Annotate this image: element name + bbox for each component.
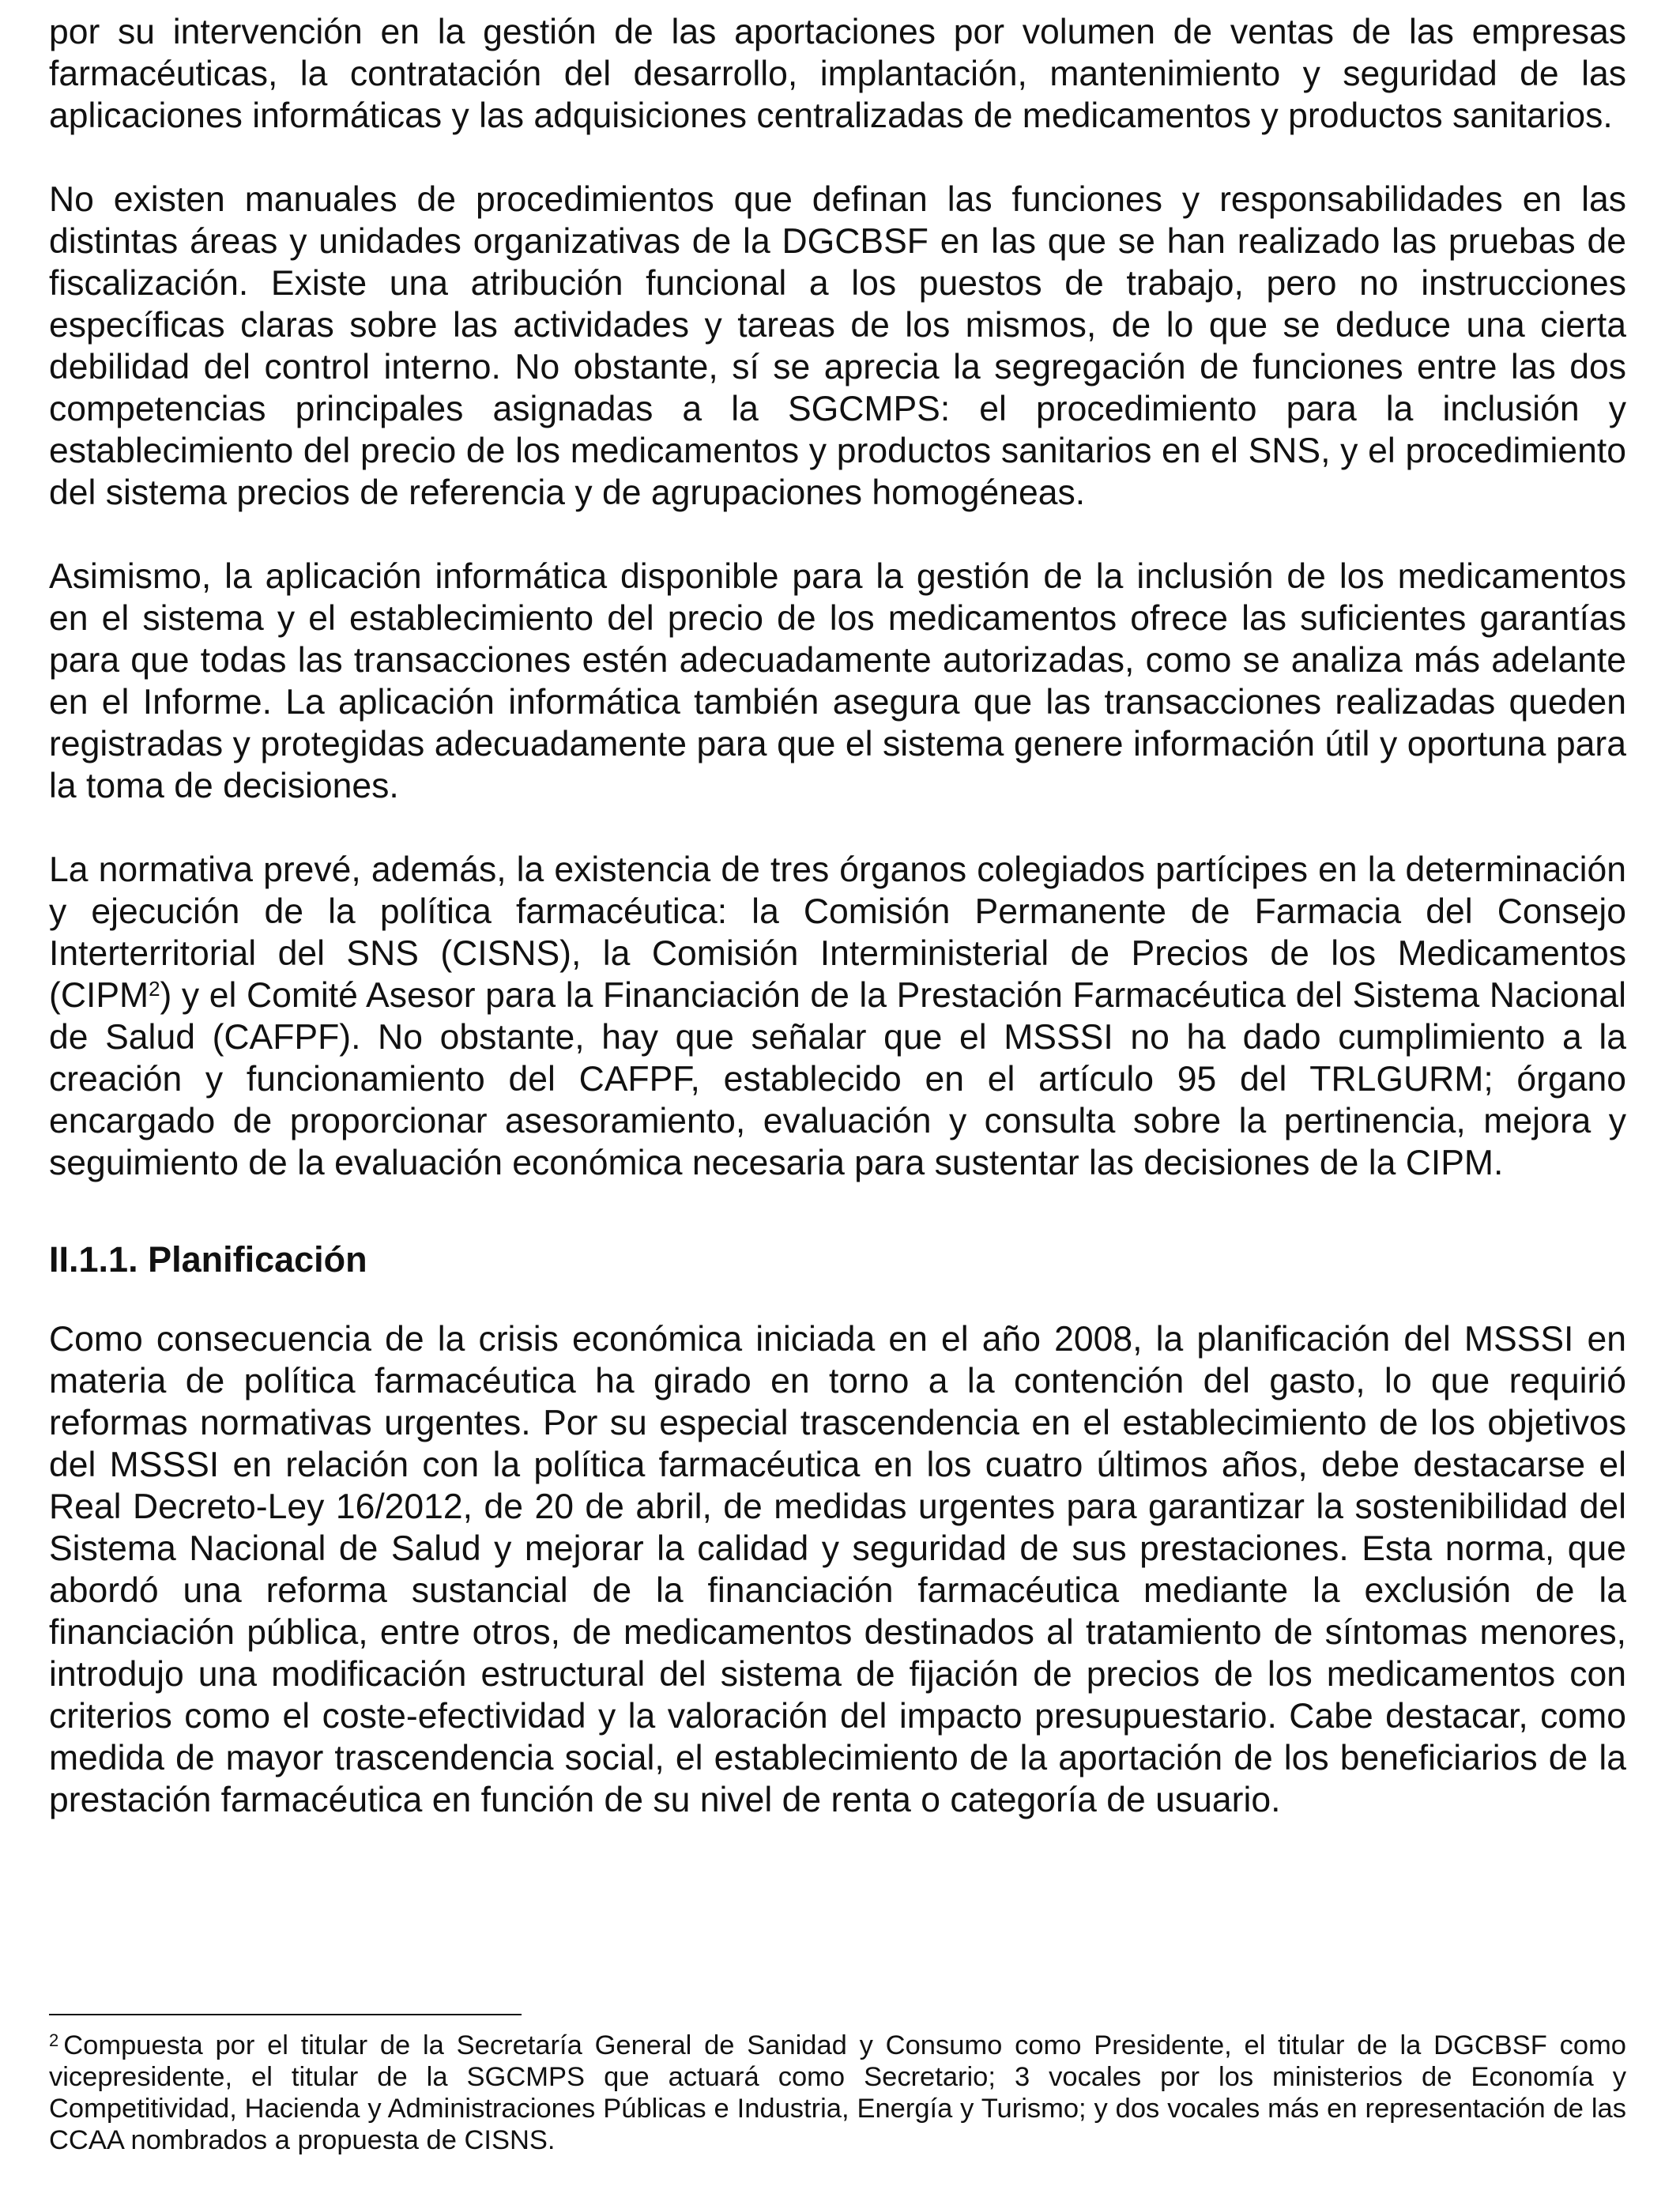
paragraph-organos-text-after: ) y el Comité Asesor para la Financiación de la Prestación Farmacéutica del Sistema Nacional de Salud (CAFPF). No obstante, hay que señalar que el MSSSI no ha dado cumplimiento a la creación y funcionamiento del CAFPF, establecido en el artículo 95 del TRLGURM; órgano encargado de proporcionar asesoramiento, evaluación y consulta sobre la pertinencia, mejora y seguimiento de la evaluación económica necesaria para sustentar las decisiones de la CIPM. <box>49 976 1626 1182</box>
section-heading: II.1.1. Planificación <box>49 1239 367 1280</box>
paragraph-aportaciones: por su intervención en la gestión de las aportaciones por volumen de ventas de las empresas farmacéuticas, la contratación del desarrollo, implantación, mantenimiento y seguridad de las aplicaciones informáticas y las adquisiciones centralizadas de medicamentos y productos sanitarios. <box>49 13 1626 135</box>
paragraph-planificacion: Como consecuencia de la crisis económica iniciada en el año 2008, la planificación del MSSSI en materia de política farmacéutica ha girado en torno a la contención del gasto, lo que requirió reformas normativas urgentes. Por su especial trascendencia en el establecimiento de los objetivos del MSSSI en relación con la política farmacéutica en los cuatro últimos años, debe destacarse el Real Decreto-Ley 16/2012, de 20 de abril, de medidas urgentes para garantizar la sostenibilidad del Sistema Nacional de Salud y mejorar la calidad y seguridad de sus prestaciones. Esta norma, que abordó una reforma sustancial de la financiación farmacéutica mediante la exclusión de la financiación pública, entre otros, de medicamentos destinados al tratamiento de síntomas menores, introdujo una modificación estructural del sistema de fijación de precios de los medicamentos con criterios como el coste-efectividad y la valoración del impacto presupuestario. Cabe destacar, como medida de mayor trascendencia social, el establecimiento de la aportación de los beneficiarios de la prestación farmacéutica en función de su nivel de renta o categoría de usuario. <box>49 1320 1626 1819</box>
paragraph-organos-colegiados <box>49 849 1626 1184</box>
footnote <box>49 2030 1626 2156</box>
document-page <box>49 11 1626 1821</box>
footnote-number: 2 <box>49 2030 59 2050</box>
footnote-reference[interactable]: 2 <box>149 977 160 1001</box>
paragraph-aplicacion-informatica: Asimismo, la aplicación informática disponible para la gestión de la inclusión de los medicamentos en el sistema y el establecimiento del precio de los medicamentos ofrece las suficientes garantías para que todas las transacciones estén adecuadamente autorizadas, como se analiza más adelante en el Informe. La aplicación informática también asegura que las transacciones realizadas queden registradas y protegidas adecuadamente para que el sistema genere información útil y oportuna para la toma de decisiones. <box>49 557 1626 805</box>
paragraph-manuales-procedimientos: No existen manuales de procedimientos que definan las funciones y responsabilidades en las distintas áreas y unidades organizativas de la DGCBSF en las que se han realizado las pruebas de fiscalización. Existe una atribución funcional a los puestos de trabajo, pero no instrucciones específicas claras sobre las actividades y tareas de los mismos, de lo que se deduce una cierta debilidad del control interno. No obstante, sí se aprecia la segregación de funciones entre las dos competencias principales asignadas a la SGCMPS: el procedimiento para la inclusión y establecimiento del precio de los medicamentos y productos sanitarios en el SNS, y el procedimiento del sistema precios de referencia y de agrupaciones homogéneas. <box>49 180 1626 512</box>
paragraph-organos-text-before: La normativa prevé, además, la existencia de tres órganos colegiados partícipes en la determinación y ejecución de la política farmacéutica: la Comisión Permanente de Farmacia del Consejo Interterritorial del SNS (CISNS), la Comisión Interministerial de Precios de los Medicamentos (CIPM <box>49 850 1626 1015</box>
footnote-separator <box>49 2014 522 2015</box>
footnote-text: Compuesta por el titular de la Secretaría General de Sanidad y Consumo como Presidente, el titular de la DGCBSF como vicepresidente, el titular de la SGCMPS que actuará como Secretario; 3 vocales por los ministerios de Economía y Competitividad, Hacienda y Administraciones Públicas e Industria, Energía y Turismo; y dos vocales más en representación de las CCAA nombrados a propuesta de CISNS. <box>49 2030 1626 2155</box>
